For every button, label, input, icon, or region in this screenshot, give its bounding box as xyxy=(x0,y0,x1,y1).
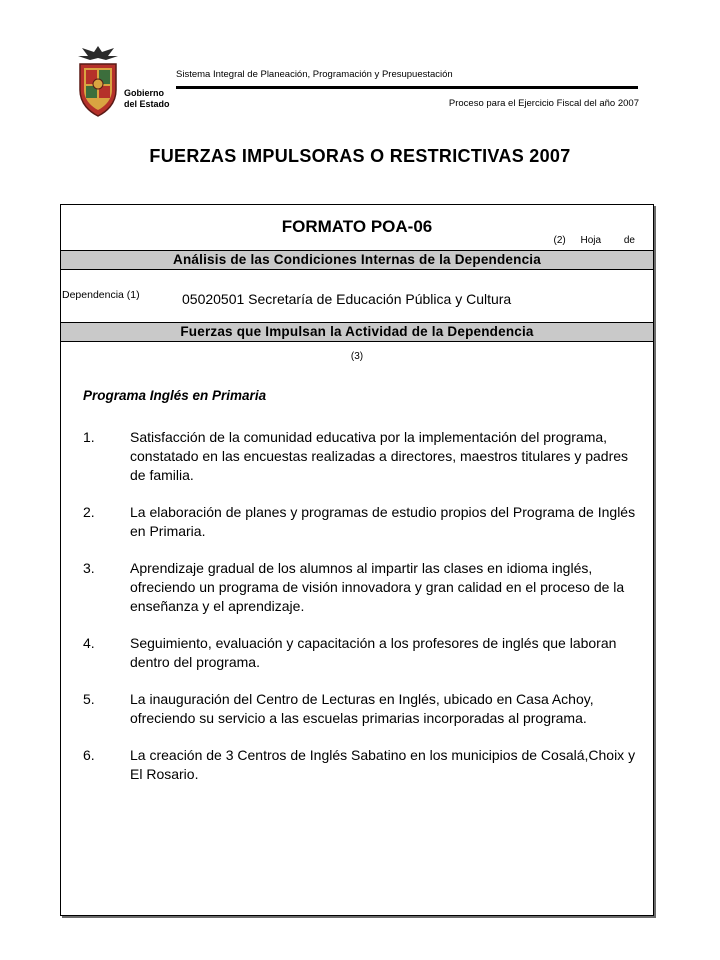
item-text: La creación de 3 Centros de Inglés Sabatino en los municipios de Cosalá,Choix y El Rosario. xyxy=(130,747,636,782)
format-title: FORMATO POA-06 xyxy=(281,217,433,236)
item-text: Aprendizaje gradual de los alumnos al impartir las clases en idioma inglés, ofreciendo un programa de visión innovadora y gran calidad en el proceso de la enseñanza y el aprendizaje. xyxy=(130,560,625,614)
government-label-line2: del Estado xyxy=(124,99,170,109)
list-item xyxy=(83,690,643,728)
program-title: Programa Inglés en Primaria xyxy=(83,388,267,403)
form-poa-06 xyxy=(60,204,654,916)
dependencia-label: Dependencia (1) xyxy=(62,289,140,301)
header-rule xyxy=(176,86,638,89)
item-number: 4. xyxy=(83,635,95,651)
item-number: 2. xyxy=(83,504,95,520)
government-label xyxy=(124,88,170,110)
item-number: 6. xyxy=(83,747,95,763)
list-item xyxy=(83,428,643,485)
item-text: Satisfacción de la comunidad educativa por la implementación del programa, constatado en las encuestas realizadas a directores, maestros titulares y padres de familia. xyxy=(130,429,629,483)
list-item xyxy=(83,634,643,672)
system-name: Sistema Integral de Planeación, Programación y Presupuestación xyxy=(176,69,453,80)
list-item xyxy=(83,559,643,616)
section-internal-analysis-header: Análisis de las Condiciones Internas de la Dependencia xyxy=(61,250,653,270)
item-text: Seguimiento, evaluación y capacitación a los profesores de inglés que laboran dentro del programa. xyxy=(130,635,617,670)
list-item xyxy=(83,746,643,784)
dependencia-value: 05020501 Secretaría de Educación Pública y Cultura xyxy=(182,291,512,307)
sheet-ref-number: (2) xyxy=(553,235,566,246)
item-text: La inauguración del Centro de Lecturas en Inglés, ubicado en Casa Achoy, ofreciendo su servicio a las escuelas primarias incorporadas al programa. xyxy=(130,691,594,726)
fiscal-process-label: Proceso para el Ejercicio Fiscal del año 2007 xyxy=(448,98,639,109)
reference-3: (3) xyxy=(350,351,364,362)
section-driving-forces-header: Fuerzas que Impulsan la Actividad de la Dependencia xyxy=(61,322,653,342)
state-coat-of-arms-icon xyxy=(74,44,122,118)
item-text: La elaboración de planes y programas de estudio propios del Programa de Inglés en Primaria. xyxy=(130,504,636,539)
document-title: FUERZAS IMPULSORAS O RESTRICTIVAS 2007 xyxy=(149,146,571,166)
item-number: 1. xyxy=(83,429,95,445)
sheet-hoja-label: Hoja xyxy=(580,235,602,246)
forces-list xyxy=(83,428,643,802)
sheet-reference xyxy=(542,235,636,246)
item-number: 5. xyxy=(83,691,95,707)
government-label-line1: Gobierno xyxy=(124,88,164,98)
item-number: 3. xyxy=(83,560,95,576)
list-item xyxy=(83,503,643,541)
sheet-de-label: de xyxy=(623,235,635,246)
